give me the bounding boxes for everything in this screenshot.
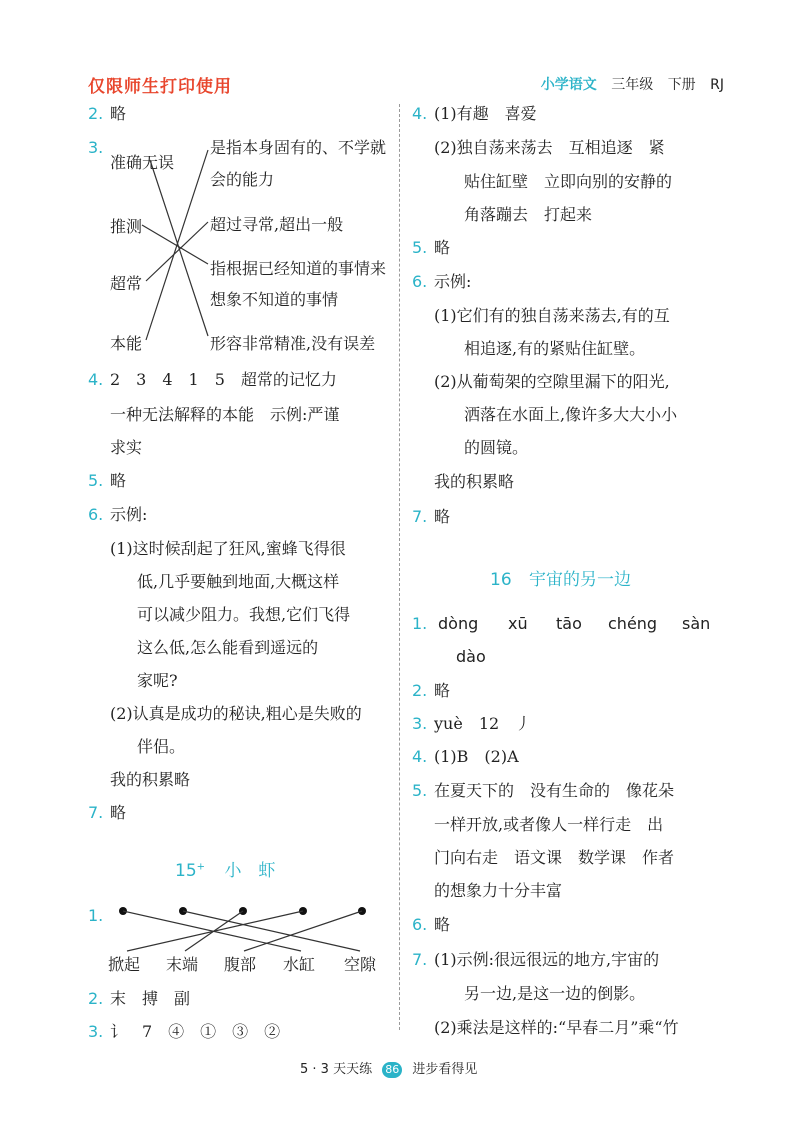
s16-q6-number: 6. [412, 915, 428, 934]
r-q6-line-5: 的圆镜。 [464, 438, 529, 457]
r-q6-line-1: (1)它们有的独自荡来荡去,有的互 [434, 306, 670, 325]
r-q6-line-4: 洒落在水面上,像许多大大小小 [464, 405, 678, 424]
subject-label: 小学语文 [540, 77, 597, 93]
s15-q1-number: 1. [88, 906, 104, 925]
s15-q1-word-4: 水缸 [283, 955, 316, 974]
r-q7-answer: 略 [434, 507, 451, 526]
footer-brand: 5 · 3 天天练 [300, 1062, 373, 1077]
r-q4-number: 4. [412, 104, 428, 123]
r-q5-number: 5. [412, 238, 428, 257]
s16-q1-pinyin-2: xū [508, 614, 528, 633]
section-16-name: 宇宙的另一边 [529, 570, 632, 590]
s16-q5-line-4: 的想象力十分丰富 [434, 881, 563, 900]
s16-q5-line-2: 一样开放,或者像人一样行走 出 [434, 815, 664, 834]
q6-line-3: 可以减少阻力。我想,它们飞得 [137, 605, 351, 624]
s15-q1-word-1: 掀起 [108, 955, 141, 974]
s16-q7-line-1: (1)示例:很远很远的地方,宇宙的 [434, 950, 660, 969]
s16-q2-answer: 略 [434, 681, 451, 700]
s15-q2-number: 2. [88, 989, 104, 1008]
q6-number: 6. [88, 505, 104, 524]
q4-line-1: 2 3 4 1 5 超常的记忆力 [110, 370, 337, 389]
q2-number: 2. [88, 104, 104, 123]
s16-q1-pinyin-3: tāo [556, 614, 582, 633]
q4-line-2: 一种无法解释的本能 示例:严谨 [110, 405, 340, 424]
r-q6-line-2: 相追逐,有的紧贴住缸壁。 [464, 339, 646, 358]
q6-line-4: 这么低,怎么能看到遥远的 [137, 638, 319, 657]
q5-number: 5. [88, 471, 104, 490]
section-16-number: 16 [490, 570, 512, 590]
s15-q3-answer: 讠 7 ④ ① ③ ② [110, 1022, 281, 1041]
q3-term-3: 超常 [110, 274, 143, 293]
q3-number: 3. [88, 138, 104, 157]
s16-q4-answer: (1)B (2)A [434, 747, 519, 766]
r-q7-number: 7. [412, 507, 428, 526]
q6-accumulation: 我的积累略 [110, 770, 191, 789]
q7-number: 7. [88, 803, 104, 822]
q3-def-3a: 指根据已经知道的事情来 [210, 259, 387, 278]
q6-line-5: 家呢? [137, 671, 178, 690]
q7-answer: 略 [110, 803, 127, 822]
q3-def-1a: 是指本身固有的、不学就 [210, 138, 387, 157]
s15-q3-number: 3. [88, 1022, 104, 1041]
section-15-mark: + [196, 861, 206, 873]
s16-q1-pinyin-1: dòng [438, 614, 479, 633]
s16-q2-number: 2. [412, 681, 428, 700]
q5-answer: 略 [110, 471, 127, 490]
q3-def-4: 形容非常精准,没有误差 [210, 334, 376, 353]
q3-term-2: 推测 [110, 217, 143, 236]
q3-def-1b: 会的能力 [210, 170, 275, 189]
s16-q5-line-1: 在夏天下的 没有生命的 像花朵 [434, 781, 675, 800]
s16-q6-answer: 略 [434, 915, 451, 934]
q4-number: 4. [88, 370, 104, 389]
volume-label: 下册 [667, 77, 696, 93]
q6-line-2: 低,几乎要触到地面,大概这样 [137, 572, 340, 591]
s16-q7-number: 7. [412, 950, 428, 969]
s15-q2-answer: 末 搏 副 [110, 989, 191, 1008]
section-15-number: 15 [175, 861, 197, 881]
q4-line-3: 求实 [110, 438, 143, 457]
r-q5-answer: 略 [434, 238, 451, 257]
s16-q5-line-3: 门向右走 语文课 数学课 作者 [434, 848, 675, 867]
q6-line-7: 伴侣。 [137, 737, 186, 756]
s16-q1-pinyin-4: chéng [608, 614, 658, 633]
r-q6-line-3: (2)从葡萄架的空隙里漏下的阳光, [434, 372, 670, 391]
s15-q1-word-3: 腹部 [224, 955, 257, 974]
r-q4-line-1: (1)有趣 喜爱 [434, 104, 537, 123]
footer-slogan: 进步看得见 [412, 1062, 478, 1077]
s16-q3-number: 3. [412, 714, 428, 733]
q3-def-2: 超过寻常,超出一般 [210, 215, 344, 234]
r-q6-number: 6. [412, 272, 428, 291]
q3-def-3b: 想象不知道的事情 [210, 290, 339, 309]
section-16-title [490, 565, 631, 590]
q3-term-1: 准确无误 [110, 153, 175, 172]
s16-q1-number: 1. [412, 614, 428, 633]
section-15-name: 小 虾 [224, 861, 276, 881]
s16-q7-line-3: (2)乘法是这样的:“早春二月”乘“竹 [434, 1018, 679, 1037]
s16-q1-pinyin-6: dào [456, 647, 486, 666]
q2-answer: 略 [110, 104, 127, 123]
q3-term-4: 本能 [110, 334, 143, 353]
s16-q7-line-2: 另一边,是这一边的倒影。 [464, 984, 646, 1003]
q6-line-6: (2)认真是成功的秘诀,粗心是失败的 [110, 704, 362, 723]
s16-q1-pinyin-5: sàn [682, 614, 711, 633]
edition-label: RJ [710, 77, 724, 93]
q6-intro: 示例: [110, 505, 148, 524]
s15-q1-word-2: 末端 [166, 955, 199, 974]
footer [300, 1058, 477, 1078]
q6-line-1: (1)这时候刮起了狂风,蜜蜂飞得很 [110, 539, 346, 558]
r-q4-line-3: 贴住缸壁 立即向别的安静的 [464, 172, 673, 191]
s16-q5-number: 5. [412, 781, 428, 800]
print-notice: 仅限师生打印使用 [88, 77, 232, 97]
r-q6-intro: 示例: [434, 272, 472, 291]
r-q6-accumulation: 我的积累略 [434, 472, 515, 491]
s15-q1-word-5: 空隙 [344, 955, 377, 974]
r-q4-line-4: 角落蹦去 打起来 [464, 205, 593, 224]
grade-label: 三年级 [611, 77, 654, 93]
s16-q4-number: 4. [412, 747, 428, 766]
page-number: 86 [382, 1062, 402, 1078]
r-q4-line-2: (2)独自荡来荡去 互相追逐 紧 [434, 138, 665, 157]
s16-q3-answer: yuè 12 丿 [434, 714, 532, 733]
